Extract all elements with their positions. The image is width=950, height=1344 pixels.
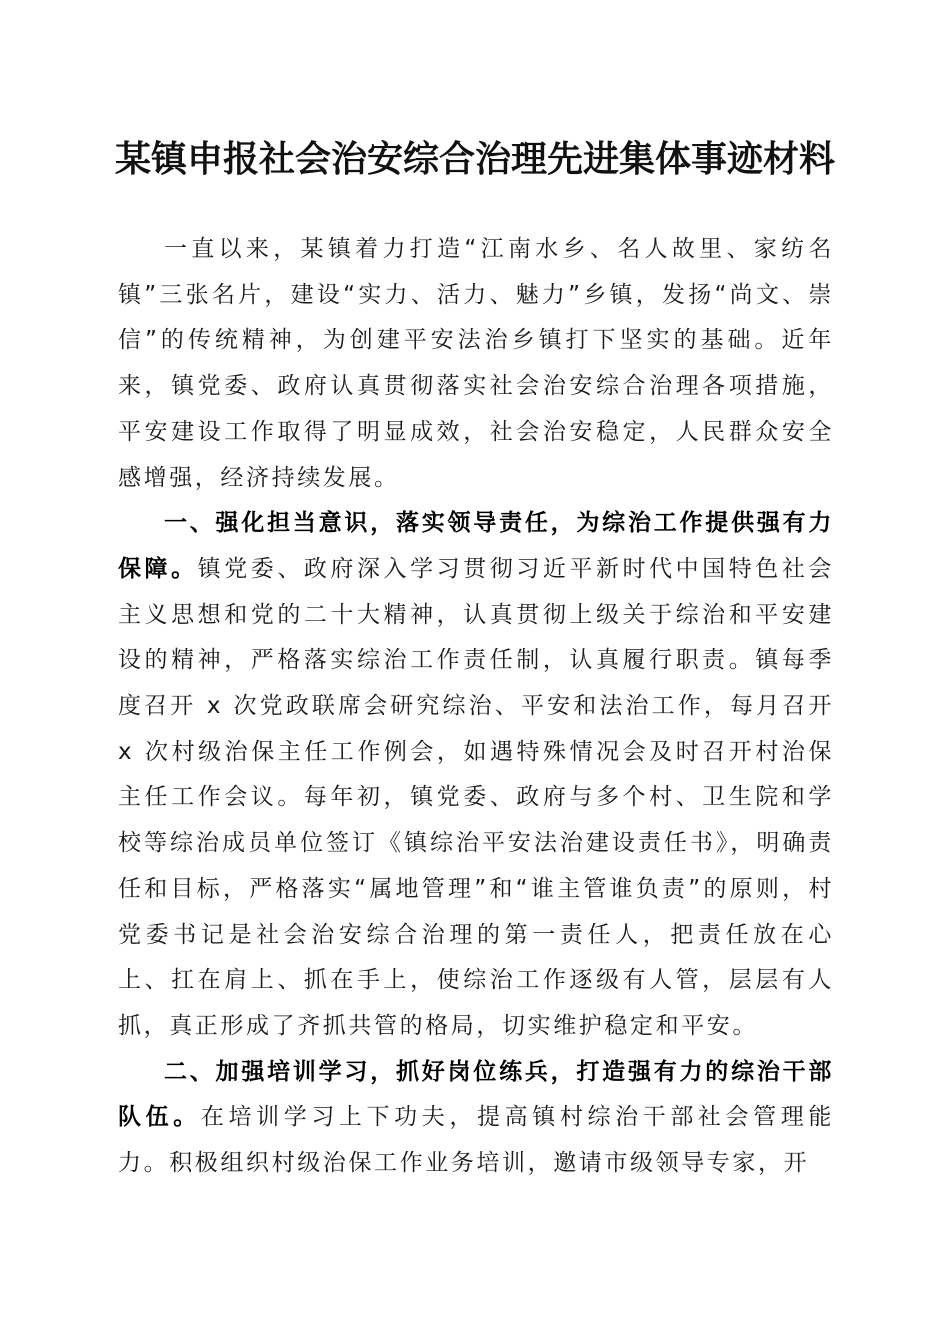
section-1-text: 镇党委、政府深入学习贯彻习近平新时代中国特色社会主义思想和党的二十大精神，认真贯彻上级关于综治和平安建设的精神，严格落实综治工作责任制，认真履行职责。镇每季度召开 x 次党政联席会研究综治、平安和法治工作，每月召开 x 次村级治保主任工作例会，如遇特殊情况会及时召开村治保主任工作会议。每年初，镇党委、政府与多个村、卫生院和学校等综治成员单位签订《镇综治平安法治建设责任书》，明确责任和目标，严格落实“属地管理”和“谁主管谁负责”的原则，村党委书记是社会治安综合治理的第一责任人，把责任放在心上、扛在肩上、抓在手上，使综治工作逐级有人管，层层有人抓，真正形成了齐抓共管的格局，切实维护稳定和平安。	[118, 555, 834, 1039]
section-2-text: 在培训学习上下功夫，提高镇村综治干部社会管理能力。积极组织村级治保工作业务培训，邀请市级领导专家，开	[118, 1104, 834, 1177]
paragraph-section-1	[118, 501, 834, 1049]
paragraph-section-2	[118, 1050, 834, 1187]
section-1-heading: 一、强化担当意识，落实领导责任，为综治工作提供强有力保障。	[118, 510, 834, 582]
section-2-heading: 二、加强培训学习，抓好岗位练兵，打造强有力的综治干部队伍。	[118, 1058, 834, 1131]
paragraph-intro	[118, 227, 834, 501]
paragraph-intro-text: 一直以来，某镇着力打造“江南水乡、名人故里、家纺名镇”三张名片，建设“实力、活力、魅力”乡镇，发扬“尚文、崇信”的传统精神，为创建平安法治乡镇打下坚实的基础。近年来，镇党委、政府认真贯彻落实社会治安综合治理各项措施，平安建设工作取得了明显成效，社会治安稳定，人民群众安全感增强，经济持续发展。	[118, 236, 834, 491]
document-title: 某镇申报社会治安综合治理先进集体事迹材料	[114, 138, 835, 180]
document-body	[118, 227, 834, 1187]
